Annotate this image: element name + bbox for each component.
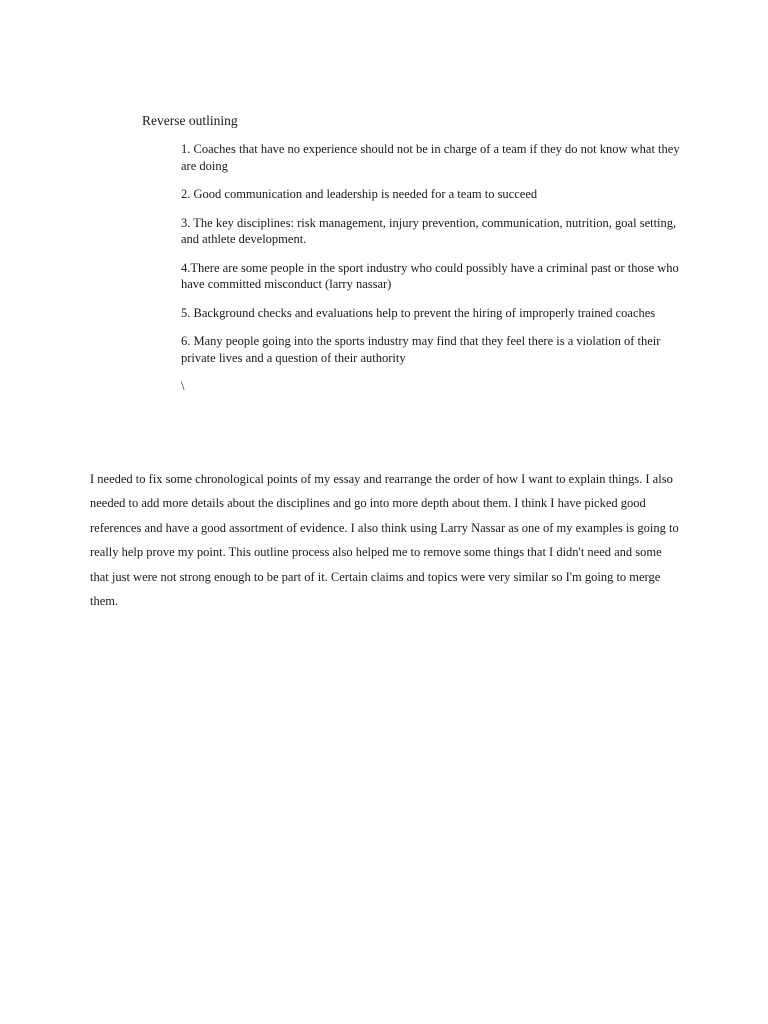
outline-item-5: 5. Background checks and evaluations help to prevent the hiring of improperly trained coaches: [181, 305, 656, 320]
reverse-outline-list: [181, 141, 681, 407]
outline-item-1: 1. Coaches that have no experience should not be in charge of a team if they do not know what they are doing: [181, 142, 680, 173]
outline-item-3: 3. The key disciplines: risk management, injury prevention, communication, nutrition, goal setting, and athlete development.: [181, 215, 677, 246]
outline-item-2: 2. Good communication and leadership is needed for a team to succeed: [181, 187, 538, 201]
document-heading: Reverse outlining: [142, 113, 238, 128]
outline-stray-backslash: \: [181, 379, 185, 393]
outline-item-4: 4.There are some people in the sport industry who could possibly have a criminal past or those who have committed misconduct (larry nassar): [181, 260, 679, 291]
reflection-paragraph: I needed to fix some chronological points of my essay and rearrange the order of how I want to explain things. I also needed to add more details about the disciplines and go into more depth about them. I think I have picked good references and have a good assortment of evidence. I also think using Larry Nassar as one of my examples is going to really help prove my point. This outline process also helped me to remove some things that I didn't need and some that just were not strong enough to be part of it. Certain claims and topics were very similar so I'm going to merge them.: [90, 472, 679, 609]
outline-item-6: 6. Many people going into the sports industry may find that they feel there is a violation of their private lives and a question of their authority: [181, 334, 661, 365]
